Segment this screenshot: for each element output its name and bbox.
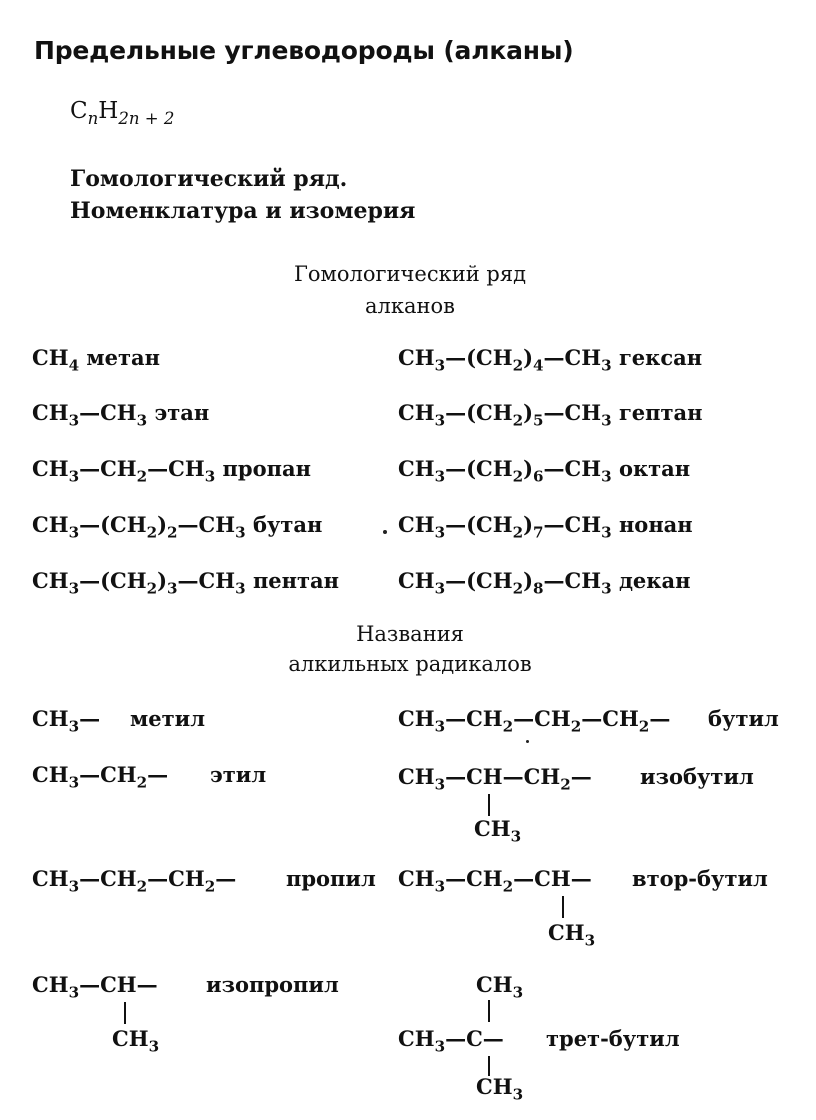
radical-ethyl-name: этил xyxy=(210,762,267,787)
radical-sec-butyl-formula: $CH_3—CH_2—CH—$ xyxy=(398,866,592,896)
section-heading-1: Гомологический ряд. xyxy=(70,166,348,192)
tert-butyl-bottom-bond xyxy=(488,1056,490,1076)
general-formula: $C_nH_{2n + 2}$ xyxy=(70,98,175,128)
radical-butyl-name: бутил xyxy=(708,706,779,731)
page-title: Предельные углеводороды (алканы) xyxy=(34,36,574,65)
tert-butyl-top-branch: $CH_3$ xyxy=(476,972,524,1002)
isobutyl-branch: $CH_3$ xyxy=(474,816,522,846)
caption-series-line2: алканов xyxy=(365,294,455,318)
section-heading-2: Номенклатура и изомерия xyxy=(70,198,416,224)
isopropyl-branch: $CH_3$ xyxy=(112,1026,160,1056)
radical-butyl-formula: $CH_3—CH_2—CH_2—CH_2—$ xyxy=(398,706,671,736)
alkane-ethane: $CH_3—CH_3$ этан xyxy=(32,400,210,430)
alkane-hexane: $CH_3—(CH_2)_4—CH_3$ гексан xyxy=(398,345,703,375)
alkane-propane: $CH_3—CH_2—CH_3$ пропан xyxy=(32,456,311,486)
sec-butyl-bond xyxy=(562,896,564,918)
alkane-heptane: $CH_3—(CH_2)_5—CH_3$ гептан xyxy=(398,400,703,430)
alkane-decane: $CH_3—(CH_2)_8—CH_3$ декан xyxy=(398,568,691,598)
alkane-methane: $CH_4$ метан xyxy=(32,345,160,375)
radical-isobutyl-formula: $CH_3—CH—CH_2—$ xyxy=(398,764,592,794)
caption-series-line1: Гомологический ряд xyxy=(294,262,526,286)
alkane-pentane: $CH_3—(CH_2)_3—CH_3$ пентан xyxy=(32,568,340,598)
isopropyl-bond xyxy=(124,1002,126,1024)
radical-tert-butyl-name: трет-бутил xyxy=(546,1026,680,1051)
radical-isopropyl-formula: $CH_3—CH—$ xyxy=(32,972,158,1002)
isobutyl-bond xyxy=(488,794,490,816)
radical-methyl-name: метил xyxy=(130,706,205,731)
radical-sec-butyl-name: втор-бутил xyxy=(632,866,768,891)
print-speck xyxy=(383,530,387,534)
alkane-butane: $CH_3—(CH_2)_2—CH_3$ бутан xyxy=(32,512,323,542)
radical-methyl-formula: $CH_3—$ xyxy=(32,706,101,736)
sec-butyl-branch: $CH_3$ xyxy=(548,920,596,950)
caption-radicals-line1: Названия xyxy=(356,622,464,646)
tert-butyl-top-bond xyxy=(488,1000,490,1022)
tert-butyl-bottom-branch: $CH_3$ xyxy=(476,1074,524,1104)
radical-propyl-formula: $CH_3—CH_2—CH_2—$ xyxy=(32,866,237,896)
alkane-nonane: $CH_3—(CH_2)_7—CH_3$ нонан xyxy=(398,512,693,542)
radical-isopropyl-name: изопропил xyxy=(206,972,339,997)
radical-ethyl-formula: $CH_3—CH_2—$ xyxy=(32,762,169,792)
radical-isobutyl-name: изобутил xyxy=(640,764,754,789)
print-speck xyxy=(526,740,529,743)
radical-tert-butyl-formula: $CH_3—C—$ xyxy=(398,1026,504,1056)
alkane-octane: $CH_3—(CH_2)_6—CH_3$ октан xyxy=(398,456,691,486)
radical-propyl-name: пропил xyxy=(286,866,376,891)
caption-radicals-line2: алкильных радикалов xyxy=(288,652,532,676)
